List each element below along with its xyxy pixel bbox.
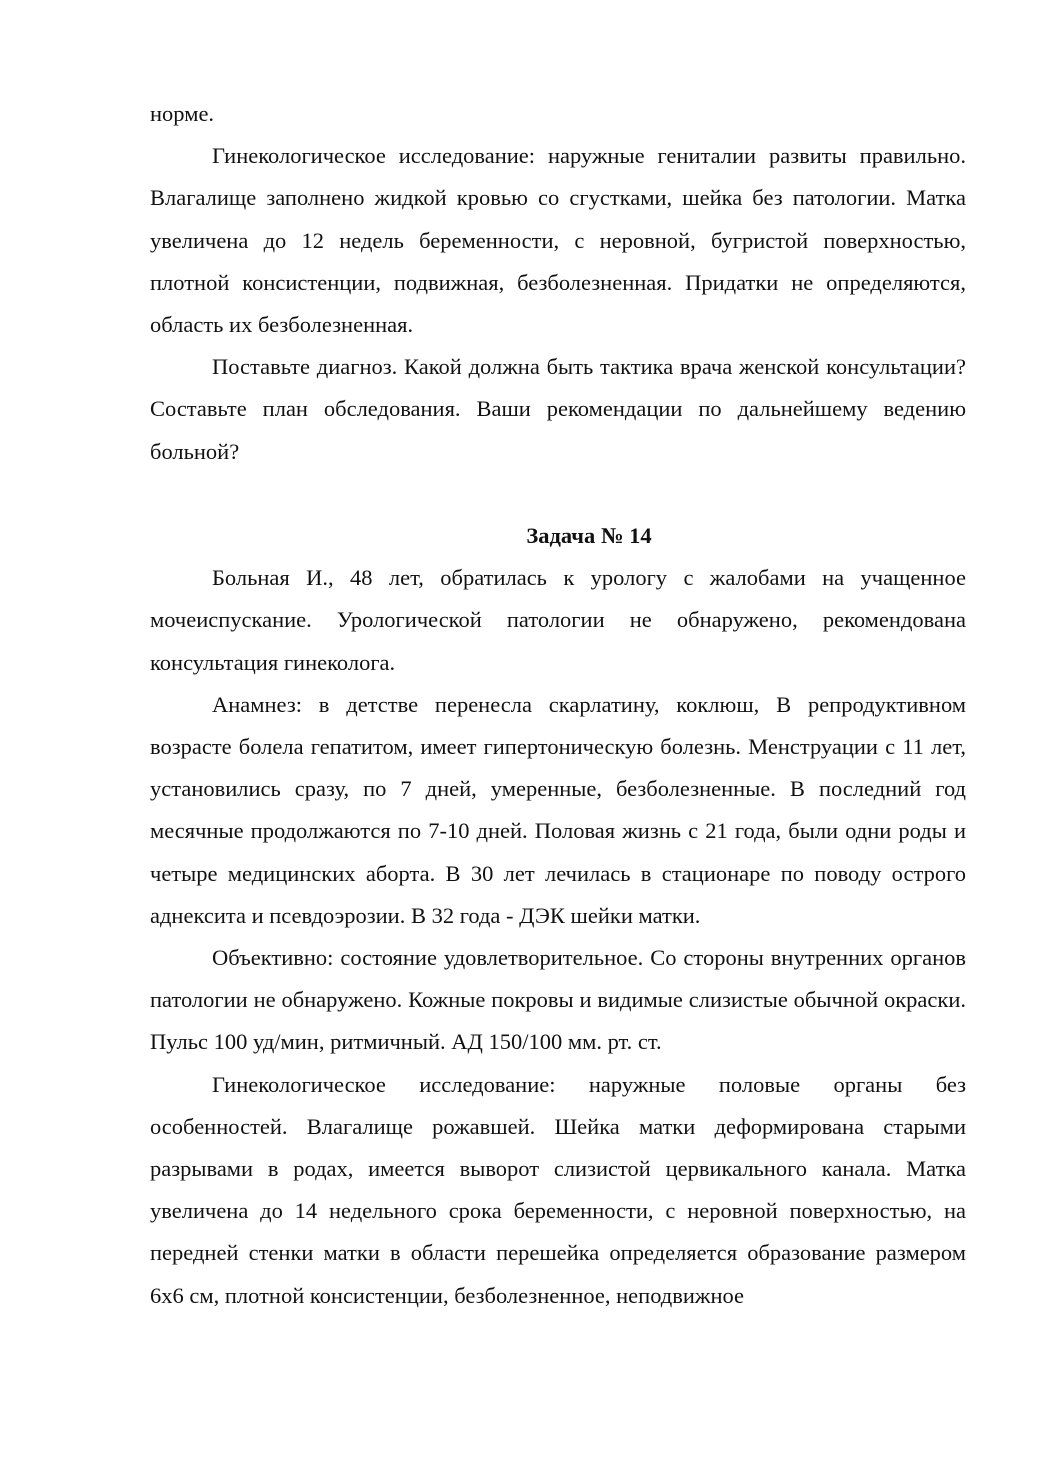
paragraph-gynecological-exam-previous: Гинекологическое исследование: наружные гениталии развиты правильно. Влагалище заполнено жидкой кровью со сгустками, шейка без патологии. Матка увеличена до 12 недель беременности, с неровной, бугристой поверхностью, плотной консистенции, подвижная, безболезненная. Придатки не определяются, область их безболезненная. [150,143,966,338]
document-page [150,93,966,1317]
paragraph-complaint: Больная И., 48 лет, обратилась к урологу с жалобами на учащенное мочеиспускание. Урологической патологии не обнаружено, рекомендована консультация гинеколога. [150,565,966,675]
blank-line [150,473,966,515]
paragraph-continuation: норме. [150,101,215,126]
paragraph-questions: Поставьте диагноз. Какой должна быть тактика врача женской консультации? Составьте план обследования. Ваши рекомендации по дальнейшему ведению больной? [150,354,966,464]
paragraph-objective: Объективно: состояние удовлетворительное. Со стороны внутренних органов патологии не обнаружено. Кожные покровы и видимые слизистые обычной окраски. Пульс 100 уд/мин, ритмичный. АД 150/100 мм. рт. ст. [150,945,966,1055]
paragraph-anamnesis: Анамнез: в детстве перенесла скарлатину, коклюш, В репродуктивном возрасте болела гепатитом, имеет гипертоническую болезнь. Менструации с 11 лет, установились сразу, по 7 дней, умеренные, безболезненные. В последний год месячные продолжаются по 7-10 дней. Половая жизнь с 21 года, были одни роды и четыре медицинских аборта. В 30 лет лечилась в стационаре по поводу острого аднексита и псевдоэрозии. В 32 года - ДЭК шейки матки. [150,691,966,928]
paragraph-gynecological-exam: Гинекологическое исследование: наружные половые органы без особенностей. Влагалище рожавшей. Шейка матки деформирована старыми разрывами в родах, имеется выворот слизистой цервикального канала. Матка увеличена до 14 недельного срока беременности, с неровной поверхностью, на передней стенки матки в области перешейка определяется образование размером 6х6 см, плотной консистенции, безболезненное, неподвижное [150,1071,966,1308]
task-heading: Задача № 14 [526,523,652,549]
